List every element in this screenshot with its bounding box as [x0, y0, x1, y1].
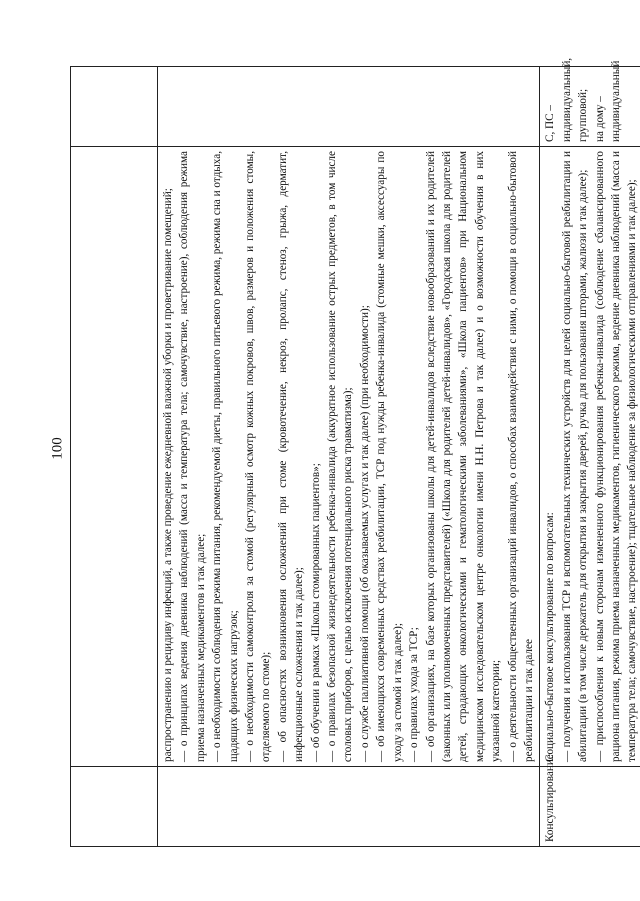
row1-content	[158, 147, 540, 767]
row1-line: — о деятельности общественных организаций инвалидов, о способах взаимодействия с ними, о помощи в социально-бытовой реабилитации и так далее	[506, 151, 535, 762]
row1-line: — об организациях, на базе которых организованы школы для детей-инвалидов вследствие новообразований и их родителей (законных или уполномоченных представителей) («Школа для родителей детей-инвалидов», «Городская школа для родителей детей, страдающих онкологическими и гематологическими заболеваниями», «Школа пациентов» при Национальном медицинском исследовательском центре онкологии имени Н.Н. Петрова и так далее) и о возможности обучения в них указанной категории;	[424, 151, 503, 762]
services-table	[70, 57, 640, 847]
row1-line: — об имеющихся современных средствах реабилитации, ТСР под нужды ребенка-инвалида (стомные мешки, аксессуары по уходу за стомой и так далее);	[375, 151, 404, 762]
row1-line: — о правилах безопасной жизнедеятельности ребенка-инвалида (аккуратное использование острых предметов, в том числе столовых приборов, с целью исключения потенциального риска травматизма);	[326, 151, 355, 762]
table-row-consulting	[540, 67, 640, 847]
row2-content	[540, 147, 640, 767]
form-line: индивидуальный	[609, 60, 622, 142]
row2-line: — приспособления к новым сторонам измененного функционирования ребенка-инвалида (соблюдение сбалансированного рациона питания, режима приема назначенных медикаментов, гигиенического режима, ведение дневника наблюдений (масса и температура тела; самочувствие, настроение); тщательное наблюдение за физиологическими отправлениями и так далее);	[593, 151, 639, 762]
form-line: на дому –	[593, 96, 606, 142]
row1-line: — о принципах ведения дневника наблюдений (масса и температура тела; самочувствие, настроение), соблюдения режима приема назначенных медикаментов и так далее;	[178, 151, 207, 762]
top-cell-forms	[71, 67, 158, 147]
row1-line: — о необходимости соблюдения режима питания, рекомендуемой диеты, правильного питьевого режима, режима сна и отдыха, щадящих физических нагрузок;	[211, 151, 240, 762]
row1-line: — о необходимости самоконтроля за стомой (регулярный осмотр кожных покровов, швов, размеров и положения стомы, отделяемого по стоме);	[244, 151, 273, 762]
form-line: индивидуальный,	[560, 57, 573, 142]
row1-line: — о правилах ухода за ТСР;	[408, 627, 421, 762]
row1-line: — об опасностях возникновения осложнений при стоме (кровотечение, некроз, пролапс, стеноз, грыжа, дерматит, инфекционные осложнения и так далее);	[276, 151, 306, 762]
top-cell-content	[71, 147, 158, 767]
form-line: С, ПС –	[544, 105, 557, 142]
row1-line: — об обучении в рамках «Школы стомированных пациентов»;	[309, 463, 322, 762]
form-line: групповой;	[577, 88, 590, 142]
page-number: 100	[49, 437, 66, 460]
row2-line: — получения и использования ТСР и вспомогательных технических устройств для целей социально-бытовой реабилитации и абилитации (в том числе держатель для открытия и закрытия дверей, ручка для пользования шторами, жалюзи и так далее);	[560, 151, 590, 762]
row1-forms	[158, 67, 540, 147]
row2-line: Социально-бытовое консультирование по вопросам:	[544, 512, 557, 762]
row1-line: — о службе паллиативной помощи (об оказываемых услугах и так далее) (при необходимости);	[358, 305, 371, 762]
table-row-top	[71, 67, 158, 847]
top-cell-label	[71, 767, 158, 847]
row2-forms	[540, 57, 640, 147]
row1-line: распространению и рецидиву инфекций, а также проведение ежедневной влажной уборки и проветривание помещений;	[162, 188, 174, 762]
table-row-information	[158, 67, 540, 847]
rotated-page	[70, 57, 639, 847]
row1-label	[158, 767, 540, 847]
row2-label: Консультирование	[540, 767, 640, 847]
